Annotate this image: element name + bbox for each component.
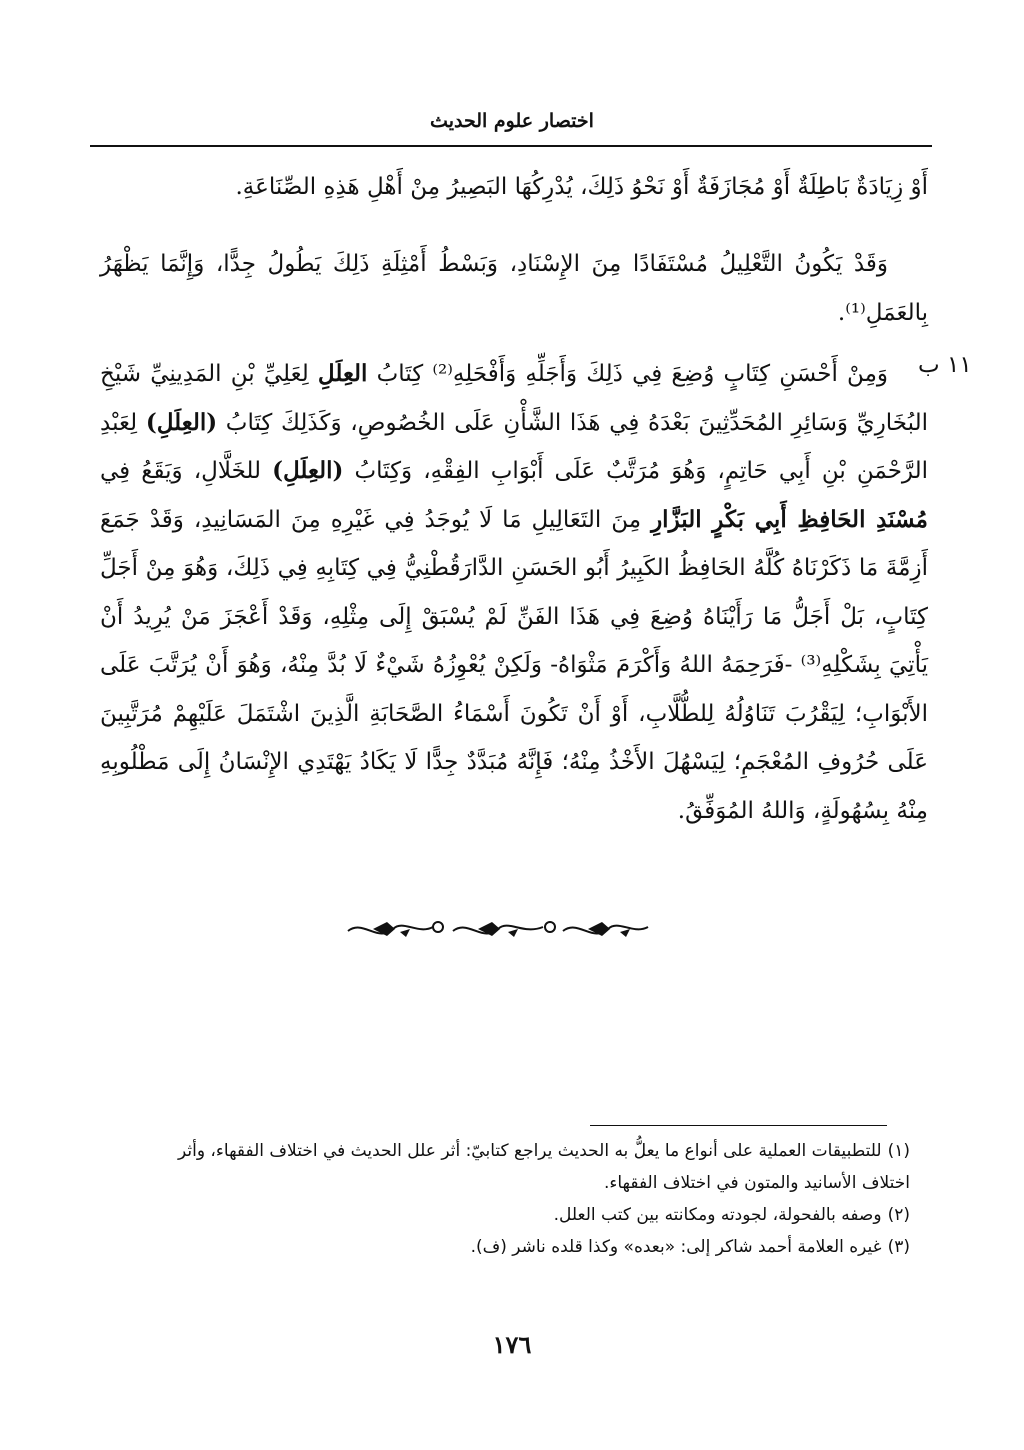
book-title-ilal: العِلَلِ bbox=[317, 360, 368, 387]
section-ornament-icon bbox=[338, 905, 658, 953]
p3-text-e: لِعَبْدِ الرَّحْمَنِ بْنِ أَبِي حَاتِمٍ، وَهُوَ مُرَتَّبٌ عَلَى أَبْوَابِ الفِقْهِ، وَكِتَابُ bbox=[100, 409, 928, 484]
footnote-text: للتطبيقات العملية على أنواع ما يعلُّ به الحديث يراجع كتابيّ: أثر علل الحديث في اختلاف الفقهاء، وأثر اختلاف الأسانيد والمتون في اختلاف الفقهاء. bbox=[177, 1141, 910, 1193]
header-rule bbox=[90, 145, 932, 147]
footnote-3 bbox=[130, 1231, 910, 1263]
footnote-text: غيره العلامة أحمد شاكر إلى: «بعده» وكذا قلده ناشر (ف). bbox=[470, 1237, 882, 1257]
footnote-number: (١) bbox=[887, 1141, 910, 1161]
paragraph-3 bbox=[100, 350, 928, 835]
running-title: اختصار علوم الحديث bbox=[430, 110, 594, 132]
paragraph-1: أَوْ زِيَادَةٌ بَاطِلَةٌ أَوْ مُجَازَفَةٌ أَوْ نَحْوُ ذَلِكَ، يُدْرِكُهَا البَصِيرُ مِنْ أَهْلِ هَذِهِ الصِّنَاعَةِ. bbox=[235, 174, 928, 200]
footnote-1 bbox=[130, 1135, 910, 1199]
footnote-text: وصفه بالفحولة، لجودته ومكانته بين كتب العلل. bbox=[553, 1205, 882, 1225]
book-title-musnad: مُسْنَدِ الحَافِظِ أَبِي بَكْرٍ البَزَّارِ bbox=[651, 505, 928, 533]
footnote-number: (٣) bbox=[887, 1237, 910, 1257]
footnotes bbox=[130, 1135, 910, 1263]
p3-text-c: لِعَلِيِّ بْنِ المَدِينِيِّ شَيْخِ البُخَارِيِّ وَسَائِرِ المُحَدِّثِينَ بَعْدَهُ فِي هَذَا الشَّأْنِ عَلَى الخُصُوصِ، وَكَذَلِكَ كِتَابُ bbox=[100, 361, 928, 436]
footnote-number: (٢) bbox=[887, 1205, 910, 1225]
p3-text-a: وَمِنْ أَحْسَنِ كِتَابٍ وُضِعَ فِي ذَلِكَ وَأَجَلِّهِ وَأَفْحَلِهِ⁽²⁾ كِتَابُ bbox=[367, 361, 888, 387]
footnote-rule bbox=[590, 1125, 887, 1126]
paragraph-2: وَقَدْ يَكُونُ التَّعْلِيلُ مُسْتَفَادًا مِنَ الإِسْنَادِ، وَبَسْطُ أَمْثِلَةِ ذَلِكَ يَطُولُ جِدًّا، وَإِنَّمَا يَظْهَرُ بِالعَمَلِ⁽¹⁾. bbox=[100, 251, 928, 326]
page-number: ١٧٦ bbox=[492, 1330, 532, 1359]
p3-text-i: مِنَ التَعَالِيلِ مَا لَا يُوجَدُ فِي غَيْرِهِ مِنَ المَسَانِيدِ، وَقَدْ جَمَعَ أَزِمَّةَ مَا ذَكَرْنَاهُ كُلَّهُ الحَافِظُ الكَبِيرُ أَبُو الحَسَنِ الدَّارَقُطْنِيُّ فِي كِتَابِهِ فِي ذَلِكَ، وَهُوَ مِنْ أَجَلِّ كِتَابٍ، بَلْ أَجَلُّ مَا رَأَيْنَاهُ وُضِعَ فِي هَذَا الفَنِّ لَمْ يُسْبَقْ إِلَى مِثْلِهِ، وَقَدْ أَعْجَزَ مَنْ يُرِيدُ أَنْ يَأْتِيَ بِشَكْلِهِ⁽³⁾ -فَرَحِمَهُ اللهُ وَأَكْرَمَ مَثْوَاهُ- وَلَكِنْ يُعْوِزُهُ شَيْءٌ لَا بُدَّ مِنْهُ، وَهُوَ أَنْ يُرَتَّبَ عَلَى الأَبْوَابِ؛ لِيَقْرُبَ تَنَاوُلُهُ لِلطُّلَّابِ، أَوْ أَنْ تَكُونَ أَسْمَاءُ الصَّحَابَةِ الَّذِينَ اشْتَمَلَ عَلَيْهِمْ مُرَتَّبِينَ عَلَى حُرُوفِ المُعْجَمِ؛ لِيَسْهُلَ الأَخْذُ مِنْهُ؛ فَإِنَّهُ مُبَدَّدٌ جِدًّا لَا يَكَادُ يَهْتَدِي الإِنْسَانُ إِلَى مَطْلُوبِهِ مِنْهُ بِسُهُولَةٍ، وَاللهُ المُوَفِّقُ. bbox=[100, 506, 928, 824]
book-title-ilal-2: (العِلَلِ) bbox=[145, 408, 218, 436]
margin-folio-note: ١١ ب bbox=[918, 352, 972, 378]
book-title-ilal-3: (العِلَلِ) bbox=[272, 457, 344, 484]
footnote-2 bbox=[130, 1199, 910, 1231]
p3-text-g: للخَلَّالِ، وَيَقَعُ فِي bbox=[100, 458, 273, 484]
